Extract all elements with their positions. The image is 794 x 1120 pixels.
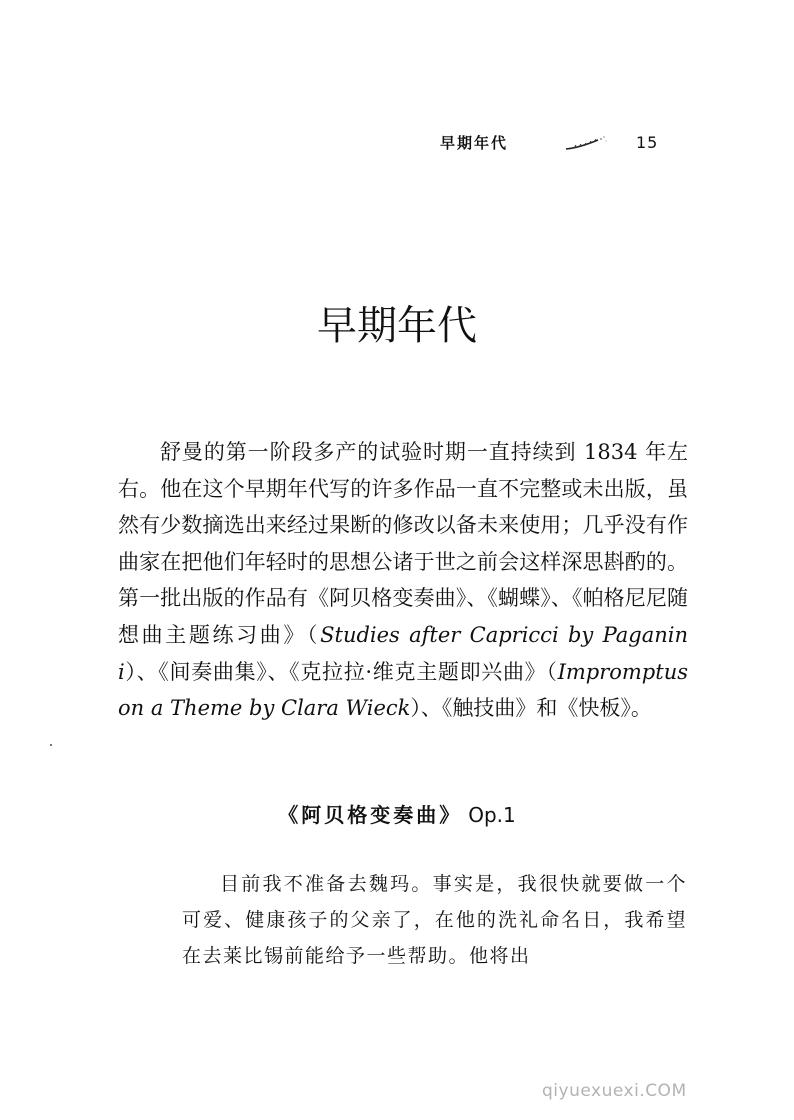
section-heading-opus: Op.1 bbox=[468, 803, 516, 827]
page-number: 15 bbox=[636, 133, 659, 152]
intro-text-part-3: ）、《触技曲》和《快板》。 bbox=[410, 696, 652, 721]
section-heading bbox=[0, 800, 794, 830]
chapter-title: 早期年代 bbox=[317, 303, 477, 349]
intro-english-title-1: Studies after Capricci by Paganini bbox=[118, 622, 688, 684]
intro-english-title-2: Impromptus on a Theme by Clara Wieck bbox=[118, 659, 688, 721]
feather-flourish-icon bbox=[564, 135, 608, 153]
watermark: qiyuexuexi.COM bbox=[542, 1081, 687, 1101]
running-head bbox=[440, 133, 670, 159]
margin-mark bbox=[50, 744, 52, 746]
section-heading-title: 《阿贝格变奏曲》 bbox=[278, 803, 463, 827]
intro-text-part-1: 舒曼的第一阶段多产的试验时期一直持续到 1834 年左右。他在这个早期年代写的许多作品一直不完整或未出版，虽然有少数摘选出来经过果断的修改以备未来使用；几乎没有作曲家在把他们年轻时的思想公诸于世之前会这样深思斟酌的。第一批出版的作品有《阿贝格变奏曲》、《蝴蝶》、《帕格尼尼随想曲主题练习曲》（ bbox=[118, 440, 688, 647]
running-head-title: 早期年代 bbox=[440, 134, 509, 152]
intro-text-part-2: ）、《间奏曲集》、《克拉拉·维克主题即兴曲》（ bbox=[124, 659, 558, 684]
quote-paragraph: 目前我不准备去魏玛。事实是，我很快就要做一个可爱、健康孩子的父亲了，在他的洗礼命名日，我希望在去莱比锡前能给予一些帮助。他将出 bbox=[182, 873, 687, 967]
intro-paragraph bbox=[118, 434, 688, 727]
